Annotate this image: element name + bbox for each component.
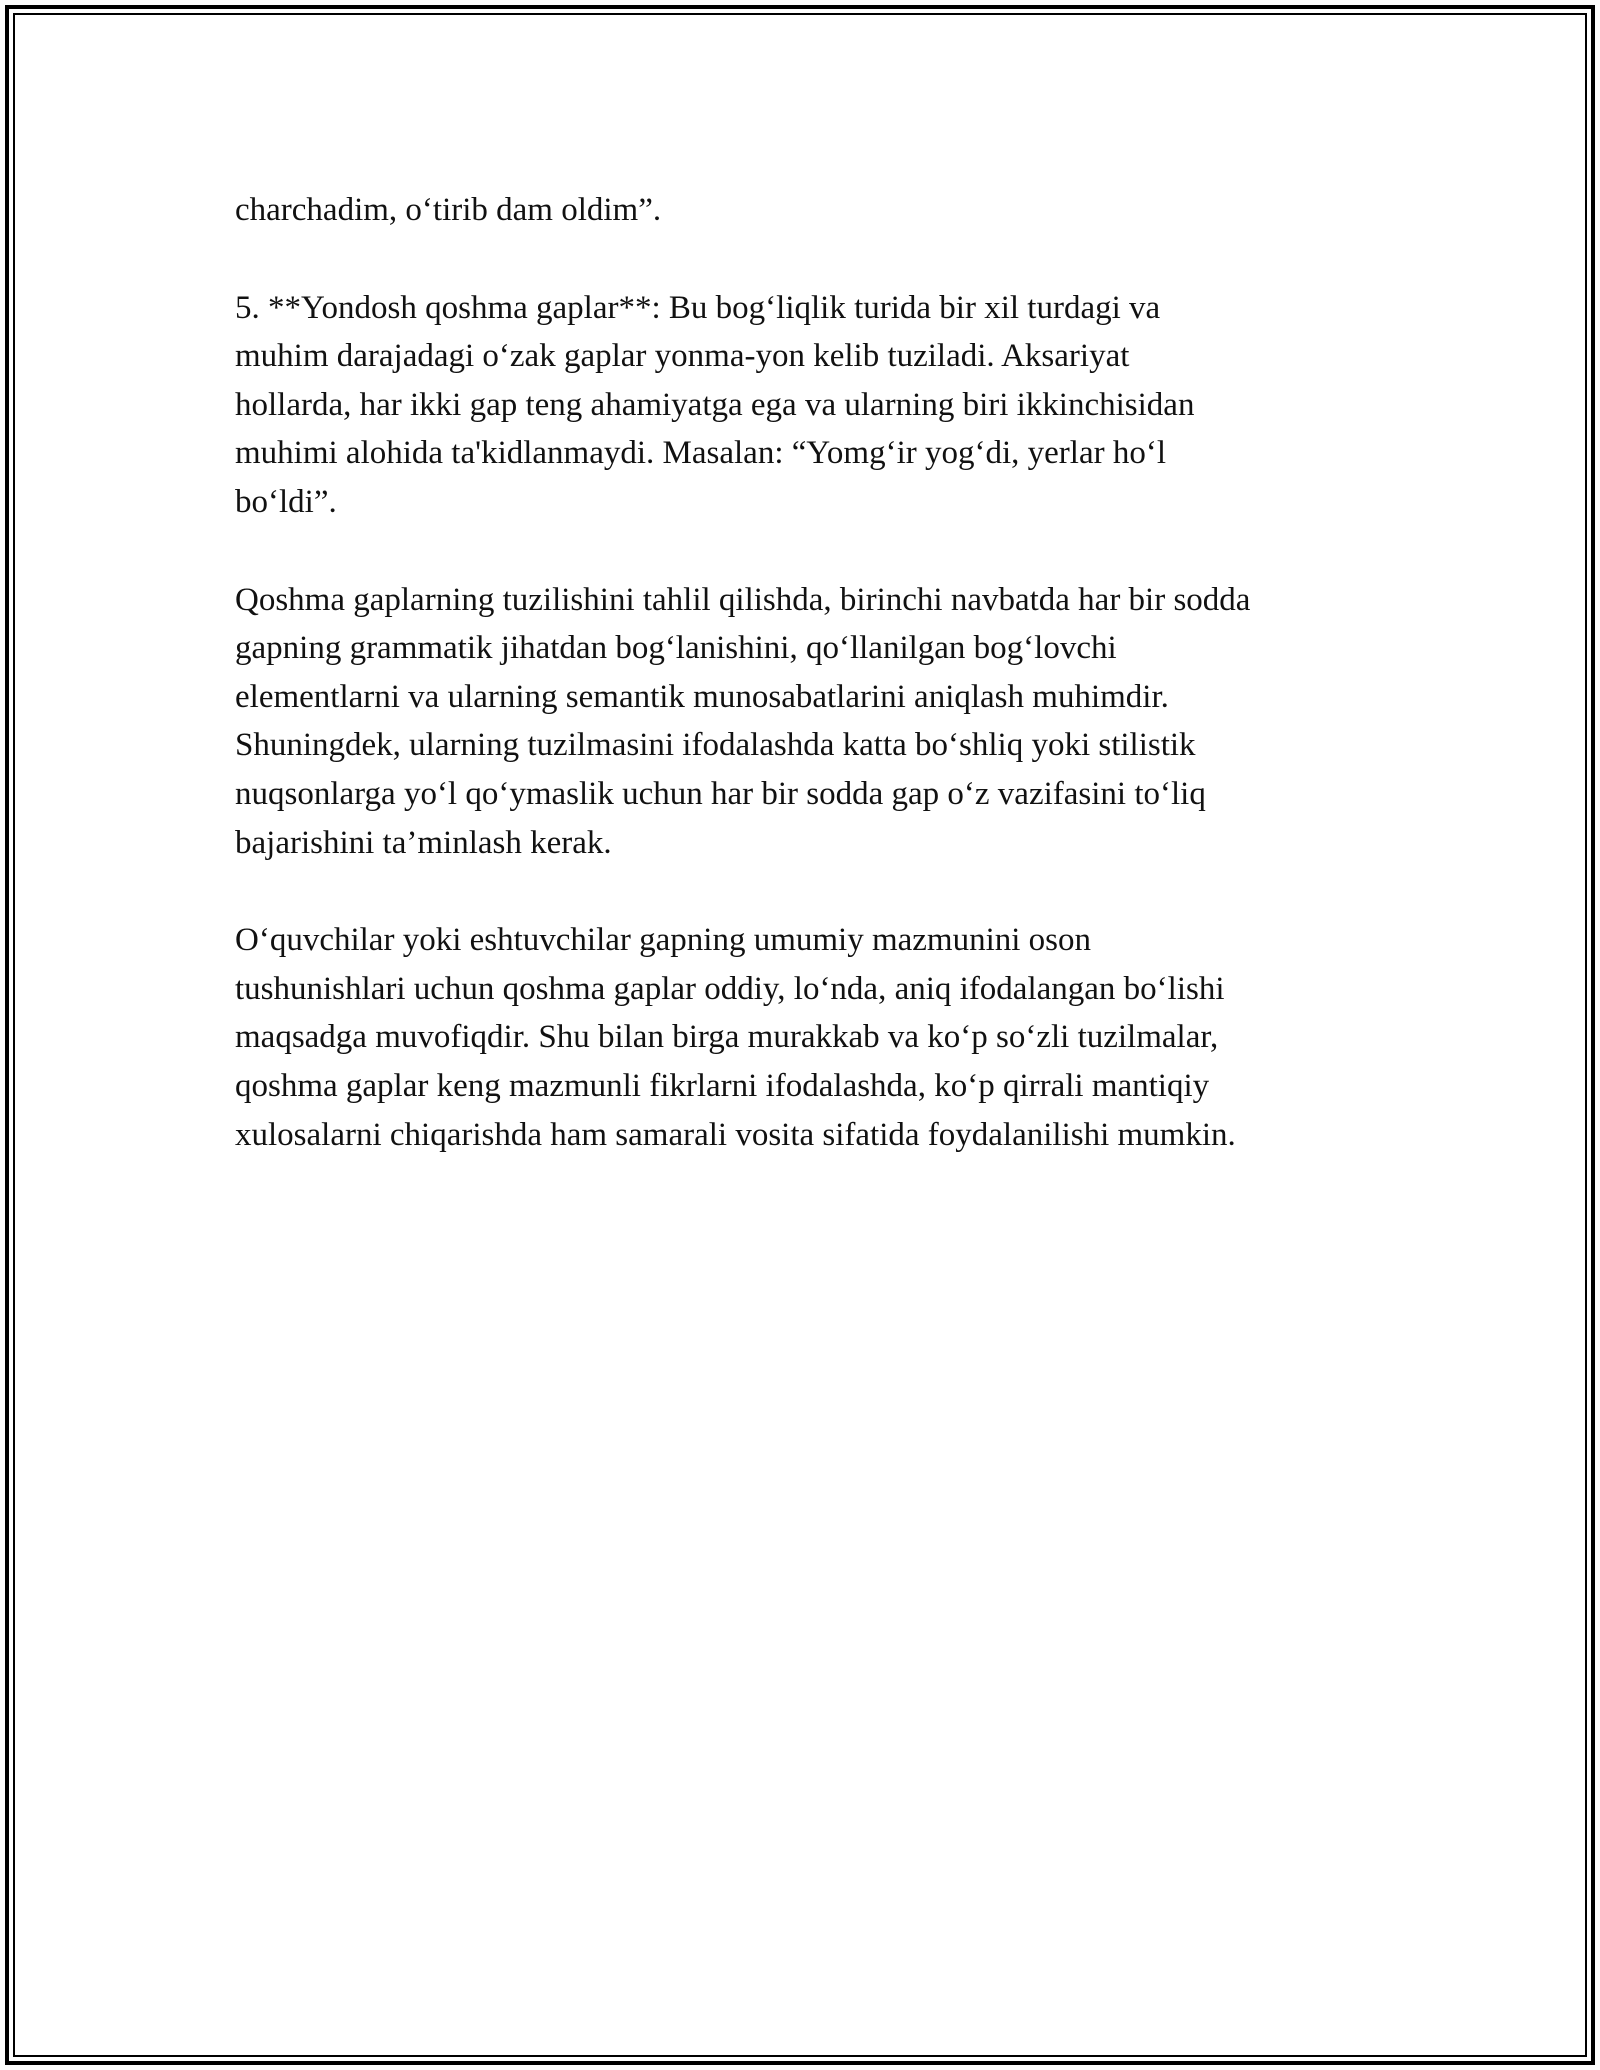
document-body xyxy=(235,186,1375,1208)
paragraph-structure-analysis: Qoshma gaplarning tuzilishini tahlil qilishda, birinchi navbatda har bir sodda gapning grammatik jihatdan bog‘lanishini, qo‘llanilgan bog‘lovchi elementlarni va ularning semantik munosabatlarini aniqlash muhimdir. Shuningdek, ularning tuzilmasini ifodalashda katta bo‘shliq yoki stilistik nuqsonlarga yo‘l qo‘ymaslik uchun har bir sodda gap o‘z vazifasini to‘liq bajarishini ta’minlash kerak. xyxy=(235,581,1251,861)
paragraph-conclusion: O‘quvchilar yoki eshtuvchilar gapning umumiy mazmunini oson tushunishlari uchun qoshma gaplar oddiy, lo‘nda, aniq ifodalangan bo‘lishi maqsadga muvofiqdir. Shu bilan birga murakkab va ko‘p so‘zli tuzilmalar, qoshma gaplar keng mazmunli fikrlarni ifodalashda, ko‘p qirrali mantiqiy xulosalarni chiqarishda ham samarali vosita sifatida foydalanilishi mumkin. xyxy=(235,922,1236,1153)
paragraph-yondosh-qoshma-gaplar: 5. **Yondosh qoshma gaplar**: Bu bog‘liqlik turida bir xil turdagi va muhim darajadagi o‘zak gaplar yonma-yon kelib tuziladi. Aksariyat hollarda, har ikki gap teng ahamiyatga ega va ularning biri ikkinchisidan muhimi alohida ta'kidlanmaydi. Masalan: “Yomg‘ir yog‘di, yerlar ho‘l bo‘ldi”. xyxy=(235,289,1195,520)
paragraph-continuation: charchadim, o‘tirib dam oldim”. xyxy=(235,192,662,228)
